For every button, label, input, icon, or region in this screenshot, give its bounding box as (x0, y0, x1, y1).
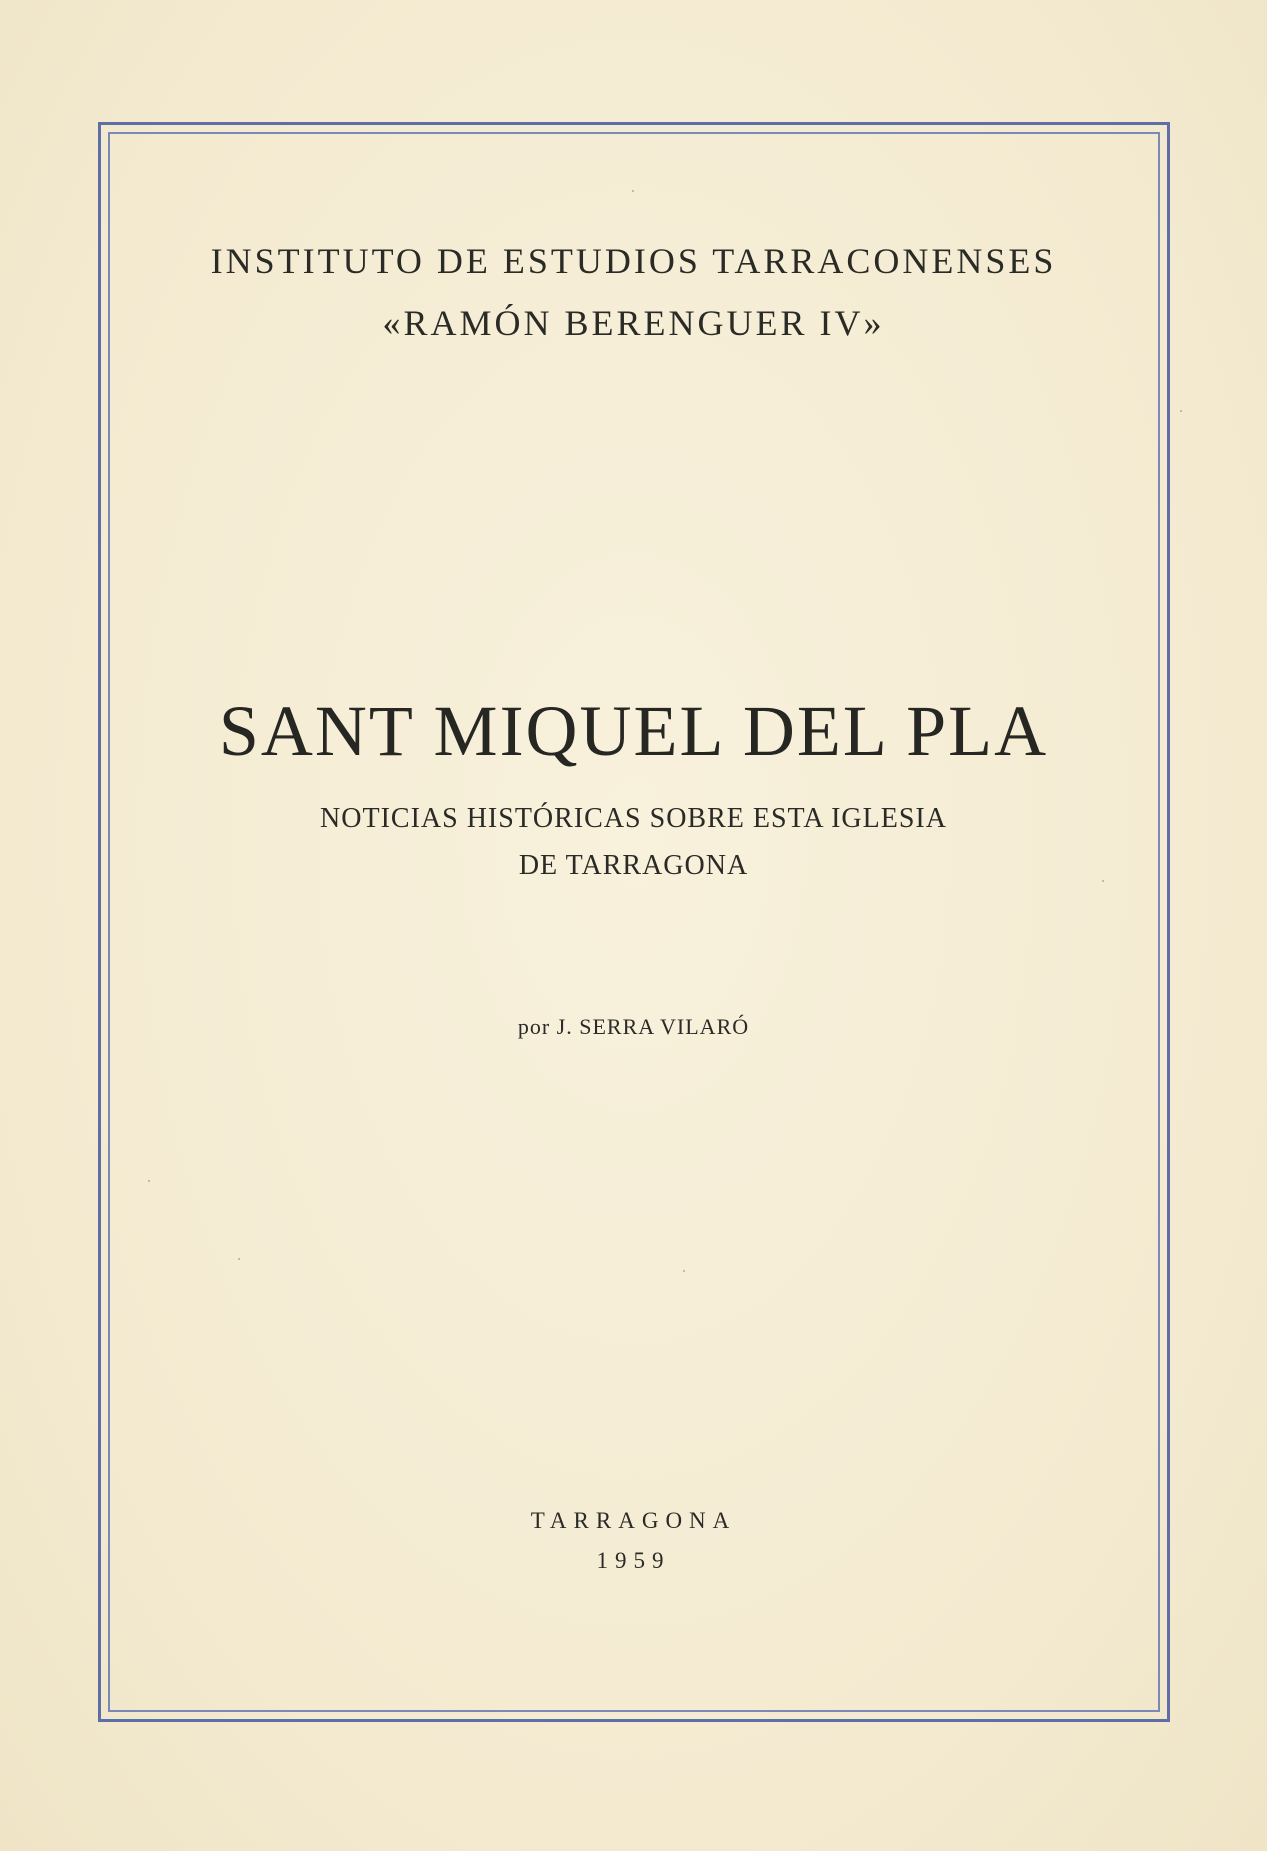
institute-subtitle: «RAMÓN BERENGUER IV» (382, 303, 885, 343)
paper-speck (632, 190, 634, 192)
publication-city: TARRAGONA (530, 1508, 737, 1533)
paper-speck (1102, 880, 1104, 882)
paper-speck (148, 1180, 150, 1182)
book-subtitle-line-2: DE TARRAGONA (518, 850, 749, 881)
book-title: SANT MIQUEL DEL PLA (218, 691, 1049, 771)
inner-border-frame (108, 132, 1160, 1712)
paper-speck (683, 1270, 685, 1272)
institute-name: INSTITUTO DE ESTUDIOS TARRACONENSES (210, 241, 1057, 281)
publication-year: 1959 (596, 1548, 671, 1573)
author-line: por J. SERRA VILARÓ (517, 1014, 750, 1039)
book-subtitle-line-1: NOTICIAS HISTÓRICAS SOBRE ESTA IGLESIA (320, 803, 947, 834)
paper-speck (1180, 410, 1182, 412)
paper-speck (238, 1258, 240, 1260)
